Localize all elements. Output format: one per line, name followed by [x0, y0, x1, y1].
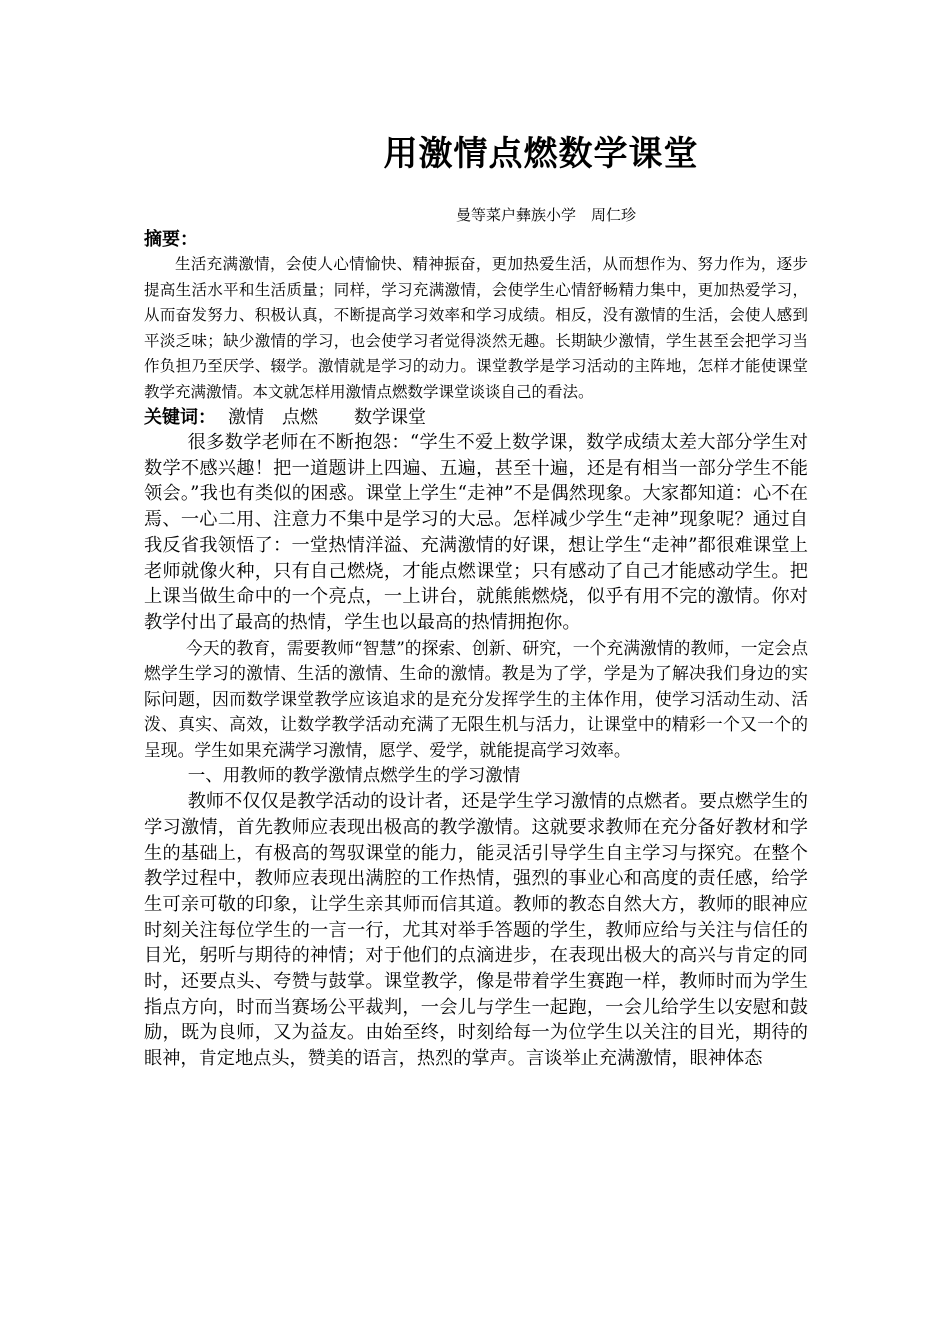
document-title: 用激情点燃数学课堂 — [383, 134, 699, 174]
section-heading-1: 一、用教师的教学激情点燃学生的学习激情 — [187, 766, 521, 787]
abstract-text: 生活充满激情，会使人心情愉快、精神振奋，更加热爱生活，从而想作为、努力作为，逐步提高生活水平和生活质量；同样，学习充满激情，会使学生心情舒畅精力集中，更加热爱学习，从而奋发努力、积极认真，不断提高学习效率和学习成绩。相反，没有激情的生活，会使人感到平淡乏味；缺少激情的学习，也会使学习者觉得淡然无趣。长期缺少激情，学生甚至会把学习当作负担乃至厌学、辍学。激情就是学习的动力。课堂教学是学习活动的主阵地，怎样才能使课堂教学充满激情。本文就怎样用激情点燃数学课堂谈谈自己的看法。 — [144, 255, 808, 401]
keywords-text: 激情 点燃 数学课堂 — [228, 407, 426, 428]
author-byline: 曼等菜户彝族小学 周仁珍 — [455, 206, 636, 224]
body-paragraph-3: 教师不仅仅是教学活动的设计者，还是学生学习激情的点燃者。要点燃学生的学习激情，首先教师应表现出极高的教学激情。这就要求教师在充分备好教材和学生的基础上，有极高的驾驭课堂的能力，能灵活引导学生自主学习与探究。在整个教学过程中，教师应表现出满腔的工作热情，强烈的事业心和高度的责任感，给学生可亲可敬的印象，让学生亲其师而信其道。教师的教态自然大方，教师的眼神应时刻关注每位学生的一言一行，尤其对举手答题的学生，教师应给与关注与信任的目光，躬听与期待的神情；对于他们的点滴进步，在表现出极大的高兴与肯定的同时，还要点头、夸赞与鼓掌。课堂教学，像是带着学生赛跑一样，教师时而为学生指点方向，时而当赛场公平裁判，一会儿与学生一起跑，一会儿给学生以安慰和鼓励，既为良师，又为益友。由始至终，时刻给每一为位学生以关注的目光，期待的眼神，肯定地点头，赞美的语言，热烈的掌声。言谈举止充满激情，眼神体态 — [144, 791, 808, 1070]
keywords-line — [144, 405, 808, 430]
document-body — [144, 120, 808, 1072]
body-paragraph-1: 很多数学老师在不断抱怨：“学生不爱上数学课，数学成绩太差大部分学生对数学不感兴趣！把一道题讲上四遍、五遍，甚至十遍，还是有相当一部分学生不能领会。”我也有类似的困惑。课堂上学生“走神”不是偶然现象。大家都知道：心不在焉、一心二用、注意力不集中是学习的大忌。怎样减少学生“走神”现象呢？通过自我反省我领悟了：一堂热情洋溢、充满激情的好课，想让学生“走神”都很难课堂上老师就像火种，只有自己燃烧，才能点燃课堂；只有感动了自己才能感动学生。把上课当做生命中的一个亮点，一上讲台，就熊熊燃烧，似乎有用不完的激情。你对教学付出了最高的热情，学生也以最高的热情拥抱你。 — [144, 432, 808, 633]
keywords-label: 关键词： — [144, 407, 216, 428]
abstract-label: 摘要： — [144, 229, 198, 250]
body-paragraph-2: 今天的教育，需要教师“智慧”的探索、创新、研究，一个充满激情的教师，一定会点燃学生学习的激情、生活的激情、生命的激情。教是为了学，学是为了解决我们身边的实际问题，因而数学课堂教学应该追求的是充分发挥学生的主体作用，使学习活动生动、活泼、真实、高效，让数学教学活动充满了无限生机与活力，让课堂中的精彩一个又一个的呈现。学生如果充满学习激情，愿学、爱学，就能提高学习效率。 — [144, 637, 808, 760]
